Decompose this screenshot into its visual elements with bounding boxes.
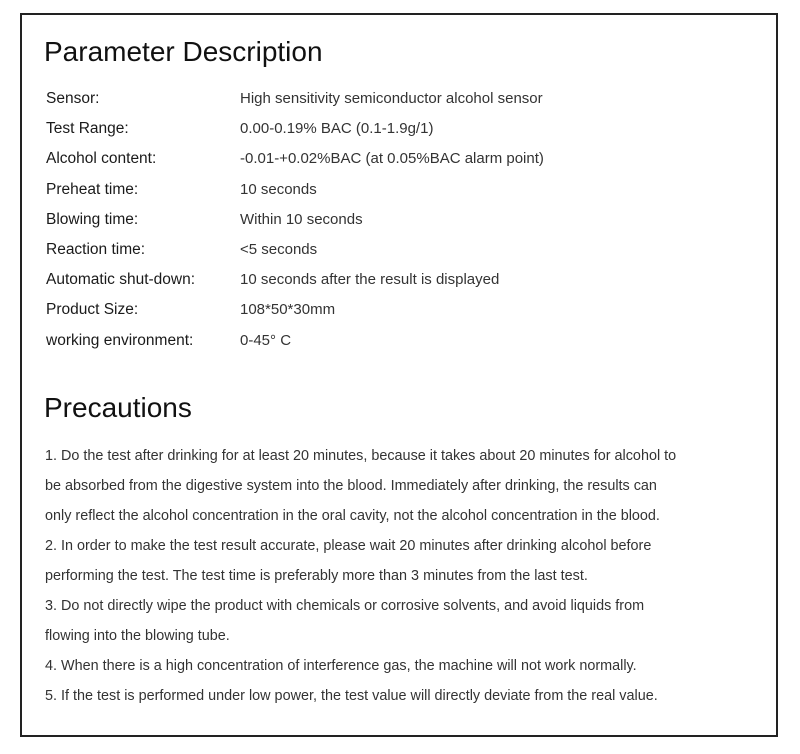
precaution-line: 4. When there is a high concentration of interference gas, the machine will not work normally. bbox=[45, 658, 637, 674]
param-value: 108*50*30mm bbox=[240, 301, 336, 319]
param-label: Alcohol content: bbox=[46, 150, 157, 168]
param-row-working-environment bbox=[46, 328, 746, 358]
param-value: 10 seconds after the result is displayed bbox=[240, 271, 500, 289]
param-value: High sensitivity semiconductor alcohol sensor bbox=[240, 90, 543, 107]
param-value: Within 10 seconds bbox=[240, 210, 363, 228]
param-value: 10 seconds bbox=[240, 180, 317, 198]
parameter-list bbox=[46, 86, 746, 358]
param-value: -0.01-+0.02%BAC (at 0.05%BAC alarm point) bbox=[240, 150, 544, 168]
param-row-product-size bbox=[46, 297, 746, 327]
precaution-line: 3. Do not directly wipe the product with chemicals or corrosive solvents, and avoid liquids from bbox=[45, 598, 645, 614]
param-label: Reaction time: bbox=[46, 240, 146, 258]
precaution-line: 2. In order to make the test result accurate, please wait 20 minutes after drinking alcohol before bbox=[45, 538, 652, 554]
param-row-sensor bbox=[46, 86, 746, 116]
precaution-line: flowing into the blowing tube. bbox=[45, 628, 230, 644]
param-row-reaction-time bbox=[46, 237, 746, 267]
param-value: <5 seconds bbox=[240, 240, 318, 258]
param-row-blowing-time bbox=[46, 207, 746, 237]
param-label: Test Range: bbox=[46, 120, 129, 138]
param-row-automatic-shut-down bbox=[46, 267, 746, 297]
param-row-test-range bbox=[46, 116, 746, 146]
param-label: Product Size: bbox=[46, 301, 139, 319]
param-label: Sensor: bbox=[46, 90, 100, 107]
param-value: 0-45° C bbox=[240, 331, 292, 349]
param-label: Blowing time: bbox=[46, 210, 139, 228]
param-row-alcohol-content bbox=[46, 146, 746, 176]
precaution-line: only reflect the alcohol concentration in the oral cavity, not the alcohol concentration in the blood. bbox=[45, 508, 660, 524]
parameter-description-title: Parameter Description bbox=[44, 36, 323, 67]
precaution-line: 5. If the test is performed under low power, the test value will directly deviate from the real value. bbox=[45, 688, 658, 704]
param-label: working environment: bbox=[46, 331, 194, 349]
precaution-line: be absorbed from the digestive system into the blood. Immediately after drinking, the results can bbox=[45, 478, 657, 494]
param-label: Preheat time: bbox=[46, 180, 139, 198]
precaution-line: performing the test. The test time is preferably more than 3 minutes from the last test. bbox=[45, 568, 588, 584]
param-row-preheat-time bbox=[46, 177, 746, 207]
param-value: 0.00-0.19% BAC (0.1-1.9g/1) bbox=[240, 120, 434, 138]
precaution-line: 1. Do the test after drinking for at least 20 minutes, because it takes about 20 minutes for alcohol to bbox=[45, 448, 677, 464]
precautions-text bbox=[45, 443, 767, 713]
param-label: Automatic shut-down: bbox=[46, 271, 196, 289]
precautions-title: Precautions bbox=[44, 392, 192, 423]
